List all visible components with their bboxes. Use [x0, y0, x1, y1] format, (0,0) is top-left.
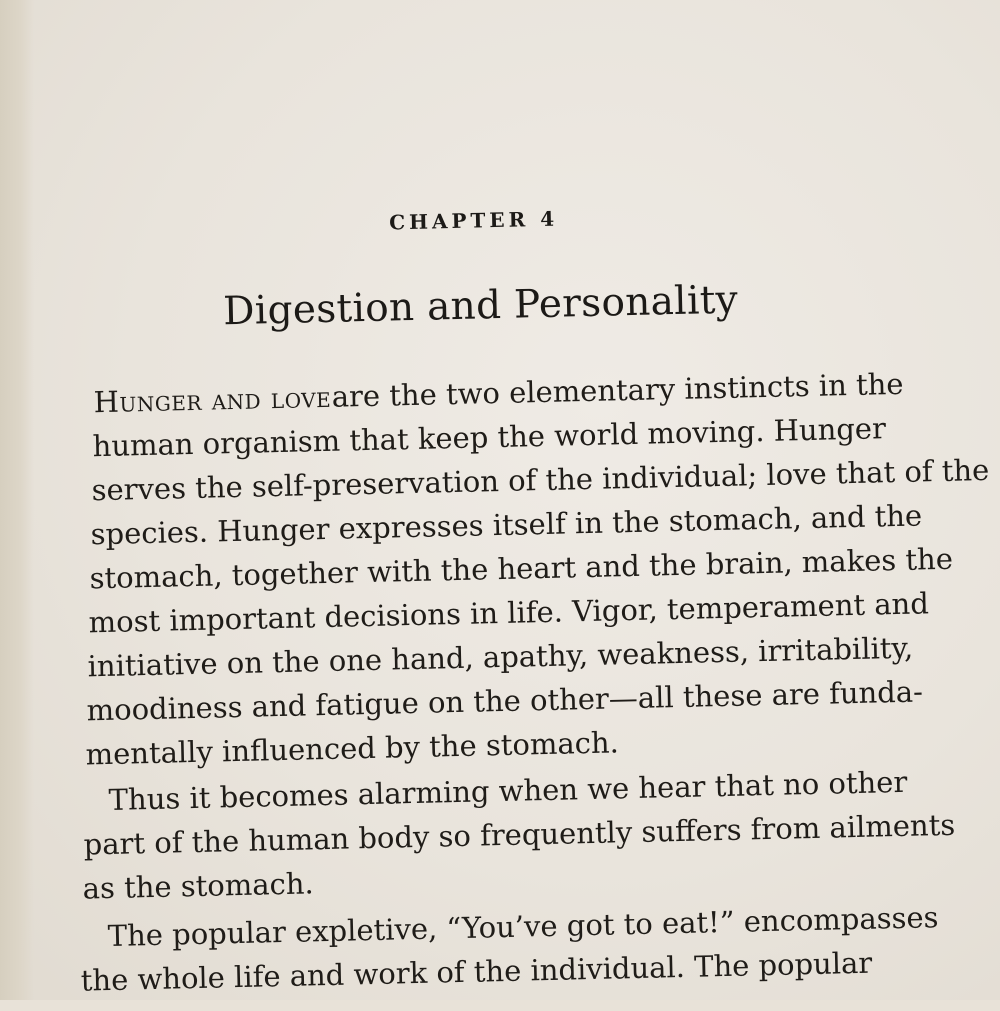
- p1-line-1-rest: are the two elementary instincts in the: [331, 366, 904, 414]
- p1-line-4: species. Hunger expresses itself in the stomach, and the: [90, 498, 923, 552]
- p3-line-1: The popular expletive, “You’ve got to eat!” encompasses: [107, 900, 939, 954]
- p1-line-1: [93, 367, 904, 419]
- chapter-title: Digestion and Personality: [222, 277, 739, 335]
- p2-line-2: part of the human body so frequently suffers from ailments: [83, 807, 956, 862]
- p1-line-9: mentally influenced by the stomach.: [85, 725, 620, 772]
- p2-line-3: as the stomach.: [82, 866, 315, 906]
- chapter-label: CHAPTER 4: [388, 206, 559, 235]
- p1-line-3: serves the self-preservation of the individual; love that of the: [91, 452, 990, 508]
- p1-line-5: stomach, together with the heart and the brain, makes the: [89, 541, 954, 596]
- p1-line-7: initiative on the one hand, apathy, weakness, irritability,: [87, 630, 914, 684]
- p2-line-1: Thus it becomes alarming when we hear that no other: [108, 764, 908, 817]
- p3-line-2: the whole life and work of the individual. The popular: [80, 945, 873, 998]
- p1-line-8: moodiness and fatigue on the other—all these are funda-: [86, 674, 924, 728]
- p1-line-2: human organism that keep the world moving. Hunger: [92, 411, 887, 464]
- lead-in-small-caps: Hunger and love: [93, 379, 332, 420]
- p1-line-6: most important decisions in life. Vigor, temperament and: [88, 586, 930, 640]
